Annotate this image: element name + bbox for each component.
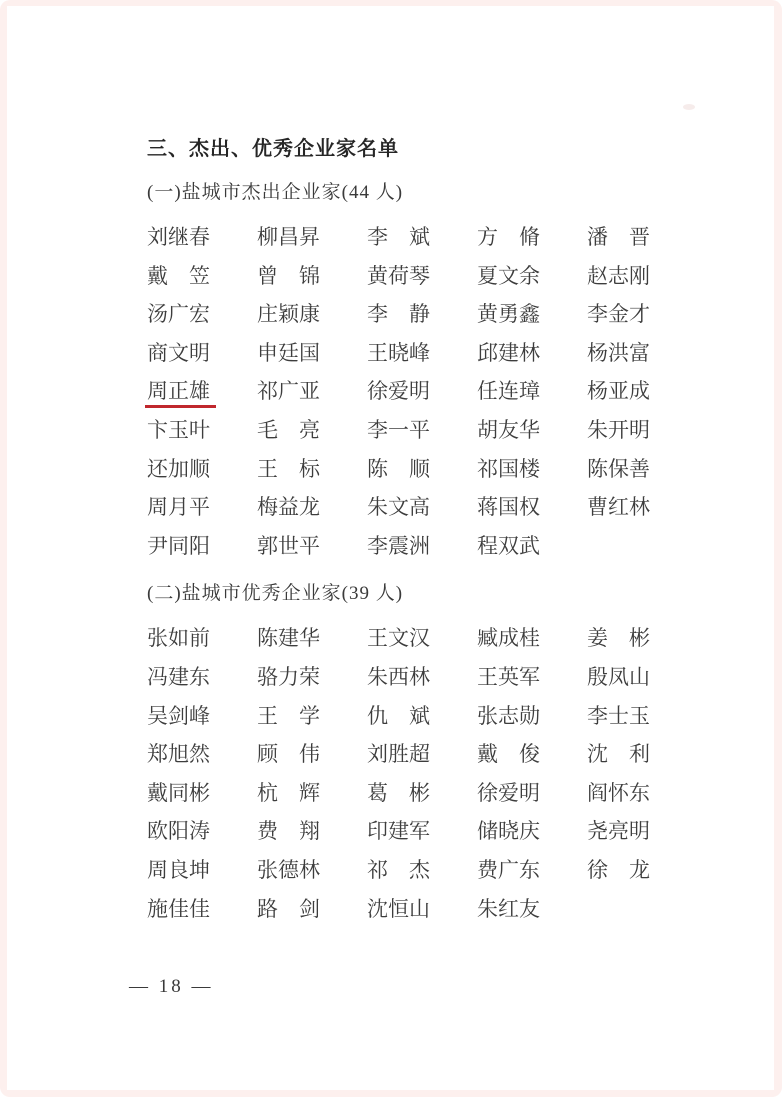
name-cell: [367, 488, 477, 527]
person-name: 刘胜超: [367, 742, 430, 767]
person-name: 杨洪富: [587, 340, 650, 365]
name-cell: [477, 890, 587, 929]
scan-smudge: [683, 104, 695, 110]
person-name: 路 剑: [257, 896, 320, 921]
name-cell: [477, 411, 587, 450]
name-cell: [587, 488, 697, 527]
name-cell: [477, 257, 587, 296]
name-cell: [147, 890, 257, 929]
person-name: 陈 顺: [367, 456, 430, 481]
name-cell: [367, 851, 477, 890]
name-row: [147, 697, 714, 736]
name-row: [147, 658, 714, 697]
person-name: 李士玉: [587, 703, 650, 728]
name-cell: [257, 774, 367, 813]
person-name: 葛 彬: [367, 780, 430, 805]
name-cell: [257, 812, 367, 851]
name-cell: [367, 295, 477, 334]
name-cell: [147, 851, 257, 890]
name-row: [147, 257, 714, 296]
name-cell: [257, 488, 367, 527]
person-name: 沈 利: [587, 742, 650, 767]
name-cell: [367, 218, 477, 257]
name-cell: [477, 774, 587, 813]
person-name: 费 翔: [257, 819, 320, 844]
name-cell: [257, 890, 367, 929]
person-name: 夏文余: [477, 263, 540, 288]
name-cell: [147, 488, 257, 527]
name-row: [147, 334, 714, 373]
person-name: 尹同阳: [147, 533, 210, 558]
name-cell: [147, 218, 257, 257]
person-name: 戴 笠: [147, 263, 210, 288]
name-cell: [587, 658, 697, 697]
person-name: 郑旭然: [147, 742, 210, 767]
name-cell: [147, 257, 257, 296]
person-name: 周良坤: [147, 857, 210, 882]
person-name: 陈建华: [257, 626, 320, 651]
name-cell: [367, 334, 477, 373]
person-name: 李 斌: [367, 225, 430, 249]
name-cell: [477, 697, 587, 736]
person-name: 朱文高: [367, 495, 430, 520]
person-name: 杭 辉: [257, 780, 320, 805]
person-name: 储晓庆: [477, 819, 540, 844]
person-name: 姜 彬: [587, 626, 650, 651]
name-cell: [257, 658, 367, 697]
person-name: 仇 斌: [367, 703, 430, 728]
name-cell: [147, 774, 257, 813]
name-cell: [477, 334, 587, 373]
person-name: 李 静: [367, 302, 430, 327]
name-row: [147, 218, 714, 257]
name-cell: [257, 218, 367, 257]
name-cell: [147, 658, 257, 697]
name-row: [147, 619, 714, 658]
name-cell: [367, 890, 477, 929]
person-name: 黄勇鑫: [477, 302, 540, 327]
person-name: 李震洲: [367, 533, 430, 558]
person-name: 朱开明: [587, 417, 650, 442]
person-name: 顾 伟: [257, 742, 320, 767]
person-name: 梅益龙: [257, 495, 320, 520]
name-cell: [147, 295, 257, 334]
person-name: 程双武: [477, 533, 540, 558]
name-cell: [477, 527, 587, 566]
person-name: 杨亚成: [587, 379, 650, 404]
person-name: 王英军: [477, 664, 540, 689]
person-name: 戴 俊: [477, 742, 540, 767]
name-cell: [587, 334, 697, 373]
name-cell: [587, 697, 697, 736]
person-name: 李一平: [367, 417, 430, 442]
person-name: 徐爱明: [367, 379, 430, 404]
name-cell: [367, 372, 477, 411]
name-row: [147, 295, 714, 334]
name-cell: [147, 450, 257, 489]
person-name: 李金才: [587, 302, 650, 327]
name-cell: [367, 735, 477, 774]
person-name: 赵志刚: [587, 263, 650, 288]
name-cell: [147, 334, 257, 373]
name-row: [147, 488, 714, 527]
name-cell: [257, 411, 367, 450]
person-name: 冯建东: [147, 664, 210, 689]
person-name: 徐爱明: [477, 780, 540, 805]
name-cell: [257, 334, 367, 373]
person-name: 施佳佳: [147, 896, 210, 921]
name-cell: [147, 527, 257, 566]
person-name: 柳昌昇: [257, 225, 320, 249]
name-cell: [367, 697, 477, 736]
name-cell: [587, 411, 697, 450]
person-name: 任连璋: [477, 379, 540, 404]
person-name: 王 标: [257, 456, 320, 481]
name-row: [147, 411, 714, 450]
name-cell: [587, 812, 697, 851]
name-cell: [147, 735, 257, 774]
name-cell: [367, 812, 477, 851]
name-cell: [367, 257, 477, 296]
name-cell: [367, 774, 477, 813]
name-cell: [587, 774, 697, 813]
name-cell: [477, 218, 587, 257]
person-name: 还加顺: [147, 456, 210, 481]
person-name: 阎怀东: [587, 780, 650, 805]
name-row: [147, 774, 714, 813]
name-cell: [587, 450, 697, 489]
name-cell: [587, 257, 697, 296]
person-name: 庄颖康: [257, 302, 320, 327]
name-cell: [477, 658, 587, 697]
person-name: 周月平: [147, 495, 210, 520]
name-cell: [587, 372, 697, 411]
person-name: 胡友华: [477, 417, 540, 442]
person-name: 张志勋: [477, 703, 540, 728]
person-name: 祁广亚: [257, 379, 320, 404]
person-name: 黄荷琴: [367, 263, 430, 288]
person-name: 徐 龙: [587, 857, 650, 882]
name-cell: [367, 619, 477, 658]
person-name: 卞玉叶: [147, 417, 210, 442]
name-cell: [257, 450, 367, 489]
name-cell: [477, 372, 587, 411]
person-name: 商文明: [147, 340, 210, 365]
page-sheet: [7, 6, 774, 1090]
name-cell: [367, 658, 477, 697]
person-name: 潘 晋: [587, 225, 650, 249]
person-name: 申廷国: [257, 340, 320, 365]
person-name: 臧成桂: [477, 626, 540, 651]
page-number: — 18 —: [129, 976, 214, 997]
name-cell: [257, 851, 367, 890]
name-row: [147, 851, 714, 890]
person-name: 王文汉: [367, 626, 430, 651]
person-name: 曾 锦: [257, 263, 320, 288]
name-cell: [477, 851, 587, 890]
person-name: 蒋国权: [477, 495, 540, 520]
person-name: 郭世平: [257, 533, 320, 558]
name-cell: [367, 527, 477, 566]
name-cell: [367, 411, 477, 450]
person-name: 王 学: [257, 703, 320, 728]
name-cell: [147, 812, 257, 851]
name-cell: [147, 372, 257, 411]
name-cell: [257, 257, 367, 296]
name-cell: [367, 450, 477, 489]
name-row: [147, 527, 714, 566]
person-name: 张如前: [147, 626, 210, 651]
name-cell: [257, 619, 367, 658]
person-name: 邱建林: [477, 340, 540, 365]
person-name: 王晓峰: [367, 340, 430, 365]
name-cell: [257, 697, 367, 736]
name-cell: [477, 488, 587, 527]
name-cell: [257, 527, 367, 566]
name-cell: [257, 372, 367, 411]
person-name: 殷凤山: [587, 664, 650, 689]
person-name: 戴同彬: [147, 780, 210, 805]
name-cell: [257, 295, 367, 334]
section-1-name-grid: [147, 218, 714, 565]
person-name: 汤广宏: [147, 302, 210, 327]
person-name: 祁国楼: [477, 456, 540, 481]
person-name: 尧亮明: [587, 819, 650, 844]
name-row: [147, 372, 714, 411]
name-cell: [477, 450, 587, 489]
name-cell: [587, 619, 697, 658]
person-name: 刘继春: [147, 225, 210, 249]
person-name: 骆力荣: [257, 664, 320, 689]
person-name: 方 脩: [477, 225, 540, 249]
section-2-name-grid: [147, 619, 714, 928]
name-cell: [257, 735, 367, 774]
document-title: 三、杰出、优秀企业家名单: [147, 138, 399, 160]
section-2-heading: (二)盐城市优秀企业家(39 人): [147, 583, 404, 605]
name-cell: [587, 218, 697, 257]
name-cell: [477, 619, 587, 658]
person-name: 毛 亮: [257, 417, 320, 442]
name-row: [147, 450, 714, 489]
name-cell: [587, 851, 697, 890]
name-cell: [477, 812, 587, 851]
name-cell: [587, 295, 697, 334]
person-name: 朱红友: [477, 896, 540, 921]
person-name: 沈恒山: [367, 896, 430, 921]
person-name: 祁 杰: [367, 857, 430, 882]
name-cell: [477, 295, 587, 334]
name-cell: [147, 697, 257, 736]
person-name-highlighted: 周正雄: [145, 379, 216, 408]
person-name: 费广东: [477, 857, 540, 882]
name-row: [147, 812, 714, 851]
person-name: 张德林: [257, 857, 320, 882]
name-cell: [477, 735, 587, 774]
person-name: 朱西林: [367, 664, 430, 689]
person-name: 欧阳涛: [147, 819, 210, 844]
person-name: 曹红林: [587, 495, 650, 520]
name-cell: [147, 619, 257, 658]
person-name: 印建军: [367, 819, 430, 844]
page-content: [147, 134, 714, 928]
name-cell: [587, 735, 697, 774]
person-name: 陈保善: [587, 456, 650, 481]
name-row: [147, 735, 714, 774]
name-cell: [147, 411, 257, 450]
person-name: 吴剑峰: [147, 703, 210, 728]
name-row: [147, 890, 714, 929]
section-1-heading: (一)盐城市杰出企业家(44 人): [147, 182, 404, 203]
